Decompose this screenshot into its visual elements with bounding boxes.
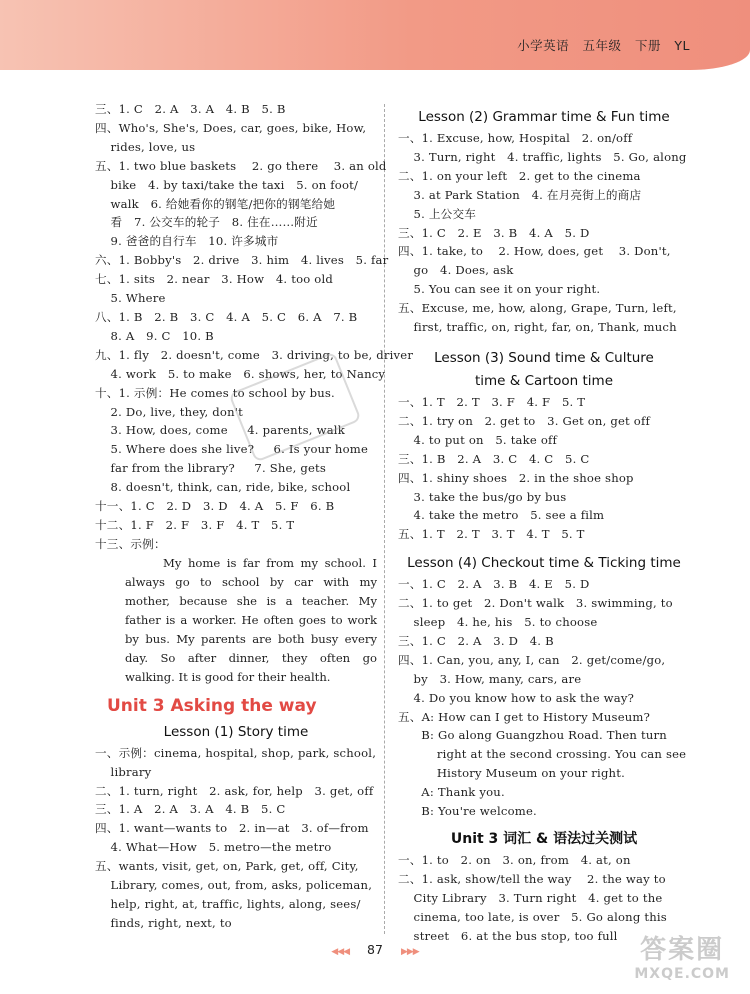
watermark-line1: 答案圈 — [640, 935, 725, 965]
answer-line: 一、1. Excuse, how, Hospital 2. on/off — [398, 131, 633, 145]
page-number: 87 — [367, 942, 383, 957]
watermark-line2: MXQE.COM — [634, 966, 730, 982]
answer-line: 8. doesn't, think, can, ride, bike, school — [95, 480, 351, 495]
answer-line: 十三、示例： — [95, 536, 166, 551]
left-answers-part2 — [95, 744, 377, 933]
site-watermark-logo — [634, 929, 730, 982]
answer-line: 四、1. want—wants to 2. in—at 3. of—from — [95, 821, 369, 836]
footer-right-arrows: ▶▶▶ — [400, 947, 419, 957]
answer-line: far from the library? 7. She, gets — [95, 461, 327, 476]
answer-line: walk 6. 给她看你的钢笔/把你的钢笔给她 — [95, 196, 336, 211]
lesson3-answers — [398, 393, 690, 544]
answer-line: 五、1. two blue baskets 2. go there 3. an old — [95, 158, 387, 173]
lesson4-title: Lesson (4) Checkout time & Ticking time — [407, 555, 681, 572]
answer-line: 六、1. Bobby's 2. drive 3. him 4. lives 5. far — [95, 253, 389, 268]
answer-line: 二、1. try on 2. get to 3. Get on, get off — [398, 413, 650, 428]
answer-line: 五、wants, visit, get, on, Park, get, off, City, — [95, 859, 359, 874]
lesson4-answers — [398, 575, 690, 821]
sample-essay — [95, 554, 377, 687]
answer-line: Library, comes, out, from, asks, policeman, — [95, 878, 373, 893]
answer-line: B: Go along Guangzhou Road. Then turn — [398, 728, 667, 743]
answer-line: by 3. How, many, cars, are — [398, 671, 582, 686]
lesson2-answers — [398, 129, 690, 337]
answer-line: help, right, at, traffic, lights, along, sees/ — [95, 897, 361, 911]
answer-line: 4. What—How 5. metro—the metro — [95, 840, 332, 855]
answer-line: 4. work 5. to make 6. shows, her, to Nancy — [95, 366, 386, 381]
answer-line: 2. Do, live, they, don't — [95, 404, 244, 419]
left-column — [95, 100, 414, 933]
answer-line: 四、1. shiny shoes 2. in the shoe shop — [398, 470, 634, 485]
lesson3-title-line1: Lesson (3) Sound time & Culture — [434, 349, 654, 366]
answer-line: 一、1. to 2. on 3. on, from 4. at, on — [398, 853, 631, 867]
unit-title: Unit 3 Asking the way — [107, 695, 317, 716]
answer-line: 5. Where — [95, 291, 166, 306]
answer-line: 看 7. 公交车的轮子 8. 住在……附近 — [95, 215, 318, 230]
answer-line: A: Thank you. — [398, 785, 505, 800]
answer-line: 一、1. T 2. T 3. F 4. F 5. T — [398, 394, 586, 409]
answer-line: 3. Turn, right 4. traffic, lights 5. Go, along — [398, 149, 687, 164]
essay-text: My home is far from my school. I always go to school by car with my mother, because she is a teacher. My father is a worker. He often goes to work by bus. My parents are both busy every day. So after dinner, they often go walking. It is good for their health. — [125, 555, 377, 684]
answer-line: 二、1. ask, show/tell the way 2. the way to — [398, 871, 666, 886]
answer-line: library — [95, 764, 152, 779]
answer-line: 4. Do you know how to ask the way? — [398, 690, 635, 705]
answer-line: right at the second crossing. You can see — [398, 747, 687, 762]
answer-line: 3. How, does, come 4. parents, walk — [95, 423, 345, 438]
answer-line: 3. at Park Station 4. 在月亮街上的商店 — [398, 187, 642, 202]
answer-line: History Museum on your right. — [398, 766, 625, 781]
answer-line: go 4. Does, ask — [398, 263, 514, 278]
left-answers-part1 — [95, 100, 414, 554]
answer-line: 四、1. take, to 2. How, does, get 3. Don't, — [398, 244, 671, 259]
lesson3-title-line2: time & Cartoon time — [474, 372, 614, 389]
answer-line: 二、1. turn, right 2. ask, for, help 3. get, off — [95, 783, 374, 798]
answer-line: 一、1. C 2. A 3. B 4. E 5. D — [398, 577, 590, 592]
answer-line: 3. take the bus/go by bus — [398, 489, 567, 504]
page-header-band — [0, 0, 750, 70]
lesson1-title: Lesson (1) Story time — [163, 723, 309, 740]
answer-line: 三、1. B 2. A 3. C 4. C 5. C — [398, 451, 590, 466]
lesson2-title: Lesson (2) Grammar time & Fun time — [418, 109, 670, 125]
column-divider — [384, 104, 385, 934]
answer-line: City Library 3. Turn right 4. get to the — [398, 890, 663, 905]
answer-line: 四、Who's, She's, Does, car, goes, bike, How, — [95, 120, 367, 135]
answer-line: 5. You can see it on your right. — [398, 282, 601, 297]
answer-line: 五、A: How can I get to History Museum? — [398, 709, 651, 724]
answer-line: 5. Where does she live? 6. Is your home — [95, 442, 369, 457]
answer-line: B: You're welcome. — [398, 804, 537, 819]
answer-line: 二、1. to get 2. Don't walk 3. swimming, to — [398, 596, 673, 611]
answer-line: 十二、1. F 2. F 3. F 4. T 5. T — [95, 517, 295, 532]
answer-line: 九、1. fly 2. doesn't, come 3. driving, to be, driver — [95, 347, 414, 362]
answer-line: 五、1. T 2. T 3. T 4. T 5. T — [398, 527, 585, 542]
answer-line: rides, love, us — [95, 139, 196, 154]
answer-line: 三、1. A 2. A 3. A 4. B 5. C — [95, 802, 286, 817]
answer-line: sleep 4. he, his 5. to choose — [398, 615, 598, 630]
answer-line: 一、示例：cinema, hospital, shop, park, school, — [95, 745, 377, 760]
answer-line: 三、1. C 2. A 3. D 4. B — [398, 633, 554, 648]
answer-line: 三、1. C 2. A 3. A 4. B 5. B — [95, 102, 286, 116]
answer-line: 8. A 9. C 10. B — [95, 328, 214, 343]
answer-line: 4. to put on 5. take off — [398, 432, 558, 447]
header-book-info: 小学英语 五年级 下册 YL — [517, 38, 690, 53]
answer-line: 十一、1. C 2. D 3. D 4. A 5. F 6. B — [95, 499, 335, 514]
right-column — [398, 106, 690, 946]
answer-line: 七、1. sits 2. near 3. How 4. too old — [95, 272, 334, 287]
answer-line: 十、1. 示例：He comes to school by bus. — [95, 385, 335, 400]
answer-line: first, traffic, on, right, far, on, Thank, much — [398, 320, 677, 335]
answer-line: 八、1. B 2. B 3. C 4. A 5. C 6. A 7. B — [95, 309, 358, 324]
answer-line: 9. 爸爸的自行车 10. 许多城市 — [95, 234, 279, 249]
answer-line: 二、1. on your left 2. get to the cinema — [398, 168, 641, 183]
answer-line: cinema, too late, is over 5. Go along this — [398, 909, 667, 924]
answer-line: bike 4. by taxi/take the taxi 5. on foot/ — [95, 177, 359, 192]
answer-line: 五、Excuse, me, how, along, Grape, Turn, left, — [398, 301, 677, 316]
answer-line: 5. 上公交车 — [398, 206, 477, 221]
footer-left-arrows: ◀◀◀ — [331, 947, 350, 957]
answer-line: finds, right, next, to — [95, 915, 232, 930]
answer-line: 四、1. Can, you, any, I, can 2. get/come/go, — [398, 652, 666, 667]
unit3-test-title: Unit 3 词汇 & 语法过关测试 — [450, 831, 638, 847]
answer-line: 三、1. C 2. E 3. B 4. A 5. D — [398, 225, 590, 240]
answer-line: street 6. at the bus stop, too full — [398, 928, 618, 943]
answer-line: 4. take the metro 5. see a film — [398, 508, 605, 523]
